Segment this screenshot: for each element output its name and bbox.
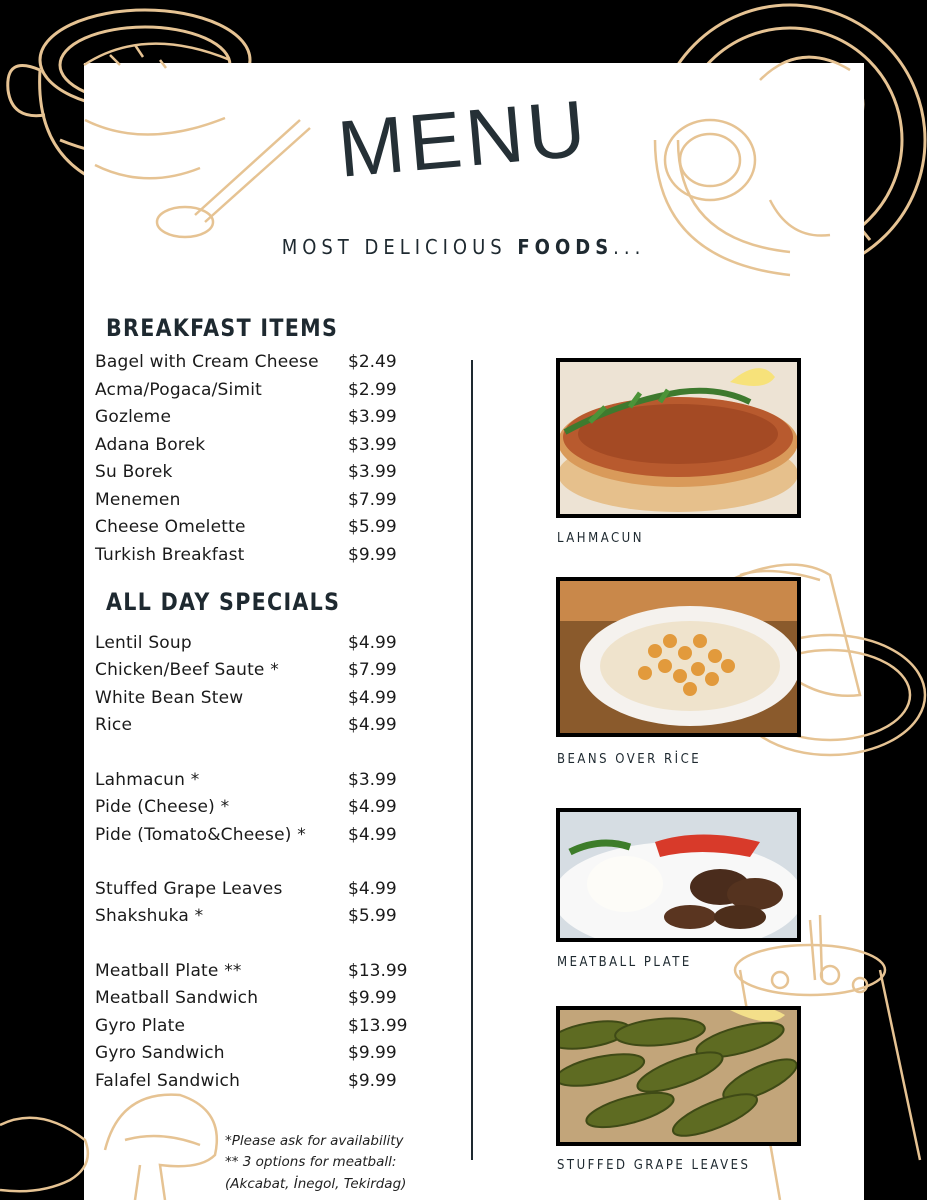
mushroom-sketch-icon bbox=[0, 1085, 230, 1200]
menu-item-name: Rice bbox=[95, 715, 133, 735]
menu-item-price: $7.99 bbox=[348, 490, 397, 510]
menu-item-price: $9.99 bbox=[348, 1043, 397, 1063]
menu-item-name: Menemen bbox=[95, 490, 181, 510]
menu-item-price: $13.99 bbox=[348, 1016, 408, 1036]
menu-item-price: $3.99 bbox=[348, 462, 397, 482]
menu-item-name: Bagel with Cream Cheese bbox=[95, 352, 319, 372]
section-heading-all-day: ALL DAY SPECIALS bbox=[106, 588, 341, 616]
section-heading-breakfast: BREAKFAST ITEMS bbox=[106, 314, 339, 342]
lahmacun-photo bbox=[556, 358, 801, 518]
meatball-plate-photo bbox=[556, 808, 801, 942]
menu-item-name: Acma/Pogaca/Simit bbox=[95, 380, 262, 400]
menu-item-name: Cheese Omelette bbox=[95, 517, 246, 537]
menu-item-name: Gyro Sandwich bbox=[95, 1043, 225, 1063]
menu-item-name: Meatball Sandwich bbox=[95, 988, 259, 1008]
column-divider bbox=[471, 360, 473, 1160]
page-title: MENU bbox=[334, 83, 593, 194]
menu-item-price: $7.99 bbox=[348, 660, 397, 680]
menu-item-price: $13.99 bbox=[348, 961, 408, 981]
menu-item-name: Pide (Cheese) * bbox=[95, 797, 230, 817]
menu-item-name: White Bean Stew bbox=[95, 688, 244, 708]
menu-item-name: Adana Borek bbox=[95, 435, 206, 455]
menu-item-price: $9.99 bbox=[348, 545, 397, 565]
menu-item-price: $3.99 bbox=[348, 770, 397, 790]
menu-item-price: $9.99 bbox=[348, 1071, 397, 1091]
menu-item-price: $5.99 bbox=[348, 517, 397, 537]
menu-item-name: Gyro Plate bbox=[95, 1016, 186, 1036]
menu-item-price: $3.99 bbox=[348, 407, 397, 427]
menu-item-name: Stuffed Grape Leaves bbox=[95, 879, 283, 899]
menu-item-name: Falafel Sandwich bbox=[95, 1071, 241, 1091]
menu-item-name: Turkish Breakfast bbox=[95, 545, 245, 565]
menu-item-price: $9.99 bbox=[348, 988, 397, 1008]
menu-item-price: $4.99 bbox=[348, 715, 397, 735]
caption-beans-over-rice: BEANS OVER RİCE bbox=[557, 752, 702, 767]
page-subtitle: MOST DELICIOUS FOODS... bbox=[281, 235, 646, 259]
menu-item-price: $2.49 bbox=[348, 352, 397, 372]
menu-item-price: $2.99 bbox=[348, 380, 397, 400]
menu-item-price: $5.99 bbox=[348, 906, 397, 926]
menu-item-name: Su Borek bbox=[95, 462, 173, 482]
meatball-options-list: (Akcabat, İnegol, Tekirdag) bbox=[225, 1176, 407, 1192]
menu-item-name: Gozleme bbox=[95, 407, 172, 427]
menu-item-price: $4.99 bbox=[348, 879, 397, 899]
menu-item-price: $4.99 bbox=[348, 688, 397, 708]
beans-over-rice-photo bbox=[556, 577, 801, 737]
menu-item-name: Lahmacun * bbox=[95, 770, 200, 790]
menu-item-name: Chicken/Beef Saute * bbox=[95, 660, 279, 680]
menu-item-price: $4.99 bbox=[348, 633, 397, 653]
menu-item-price: $3.99 bbox=[348, 435, 397, 455]
caption-stuffed-grape-leaves: STUFFED GRAPE LEAVES bbox=[557, 1158, 751, 1173]
caption-meatball-plate: MEATBALL PLATE bbox=[557, 955, 692, 970]
caption-lahmacun: LAHMACUN bbox=[557, 531, 644, 546]
menu-item-price: $4.99 bbox=[348, 825, 397, 845]
menu-item-name: Shakshuka * bbox=[95, 906, 204, 926]
menu-item-price: $4.99 bbox=[348, 797, 397, 817]
stuffed-grape-leaves-photo bbox=[556, 1006, 801, 1146]
menu-item-name: Lentil Soup bbox=[95, 633, 192, 653]
meatball-options-note: ** 3 options for meatball: bbox=[225, 1154, 397, 1170]
availability-note: *Please ask for availability bbox=[225, 1133, 404, 1149]
menu-item-name: Meatball Plate ** bbox=[95, 961, 242, 981]
menu-item-name: Pide (Tomato&Cheese) * bbox=[95, 825, 306, 845]
